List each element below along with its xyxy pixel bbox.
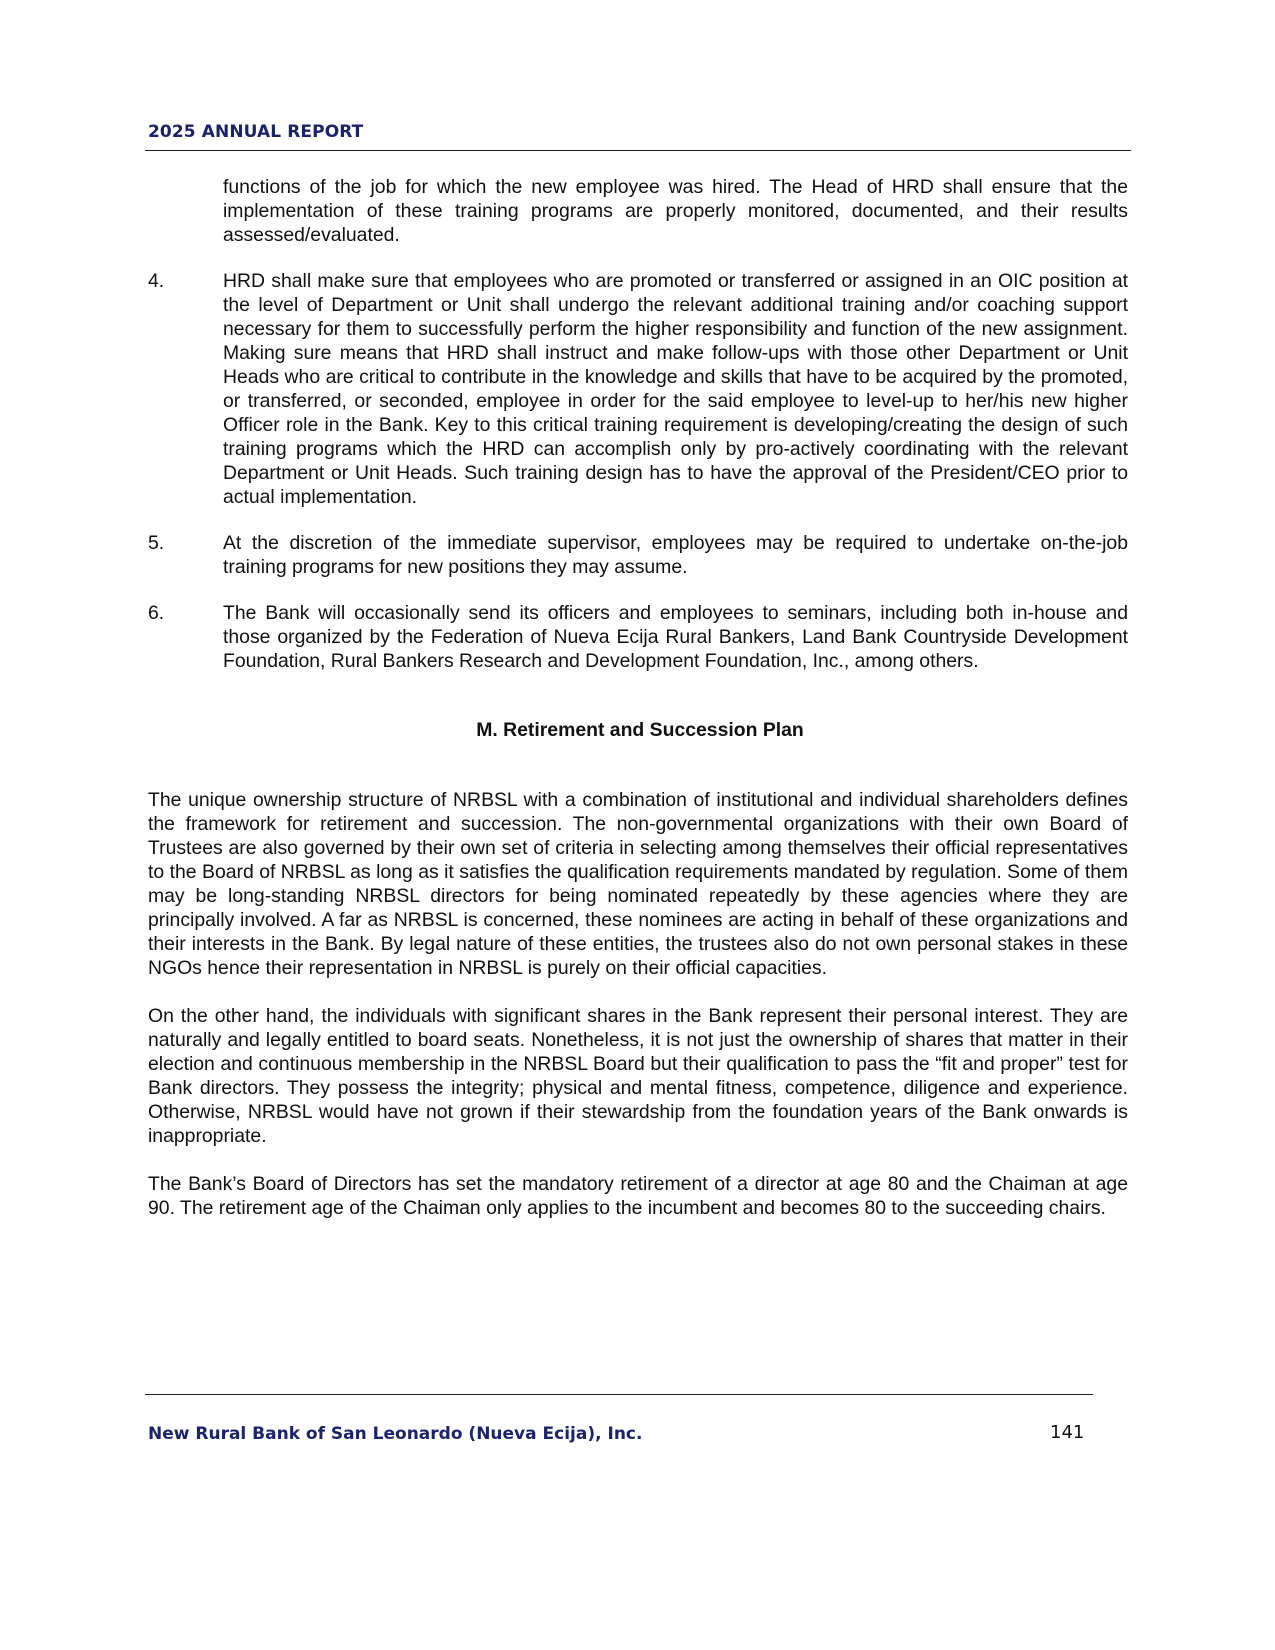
list-text: At the discretion of the immediate supervisor, employees may be required to undertake on-the-job training programs for new positions they may assume.	[223, 532, 1128, 578]
list-item-6	[148, 601, 1128, 673]
list-number: 6.	[148, 602, 165, 624]
list-text: The Bank will occasionally send its officers and employees to seminars, including both in-house and those organized by the Federation of Nueva Ecija Rural Bankers, Land Bank Countryside Development Foundation, Rural Bankers Research and Development Foundation, Inc., among others.	[223, 602, 1128, 672]
list-number: 4.	[148, 270, 165, 292]
continuation-paragraph: functions of the job for which the new employee was hired. The Head of HRD shall ensure that the implementation of these training programs are properly monitored, documented, and their results assessed/evaluated.	[223, 176, 1128, 246]
list-item-4	[148, 269, 1128, 509]
header-divider	[145, 150, 1131, 151]
section-heading: M. Retirement and Succession Plan	[476, 719, 804, 741]
list-number: 5.	[148, 532, 165, 554]
page-number: 141	[1050, 1422, 1085, 1443]
body-paragraph: The Bank’s Board of Directors has set the mandatory retirement of a director at age 80 and the Chaiman at age 90. The retirement age of the Chaiman only applies to the incumbent and becomes 80 to the succeeding chairs.	[148, 1173, 1128, 1219]
body-paragraph: On the other hand, the individuals with significant shares in the Bank represent their personal interest. They are naturally and legally entitled to board seats. Nonetheless, it is not just the ownership of shares that matter in their election and continuous membership in the NRBSL Board but their qualification to pass the “fit and proper” test for Bank directors. They possess the integrity; physical and mental fitness, competence, diligence and experience. Otherwise, NRBSL would have not grown if their stewardship from the foundation years of the Bank onwards is inappropriate.	[148, 1005, 1128, 1147]
footer-organization-name: New Rural Bank of San Leonardo (Nueva Ecija), Inc.	[148, 1424, 643, 1444]
body-paragraph: The unique ownership structure of NRBSL with a combination of institutional and individual shareholders defines the framework for retirement and succession. The non-governmental organizations with their own Board of Trustees are also governed by their own set of criteria in selecting among themselves their official representatives to the Board of NRBSL as long as it satisfies the qualification requirements mandated by regulation. Some of them may be long-standing NRBSL directors for being nominated repeatedly by these agencies where they are principally involved. A far as NRBSL is concerned, these nominees are acting in behalf of these organizations and their interests in the Bank. By legal nature of these entities, the trustees also do not own personal stakes in these NGOs hence their representation in NRBSL is purely on their official capacities.	[148, 789, 1128, 979]
report-header-title: 2025 ANNUAL REPORT	[148, 122, 364, 142]
page-content	[148, 175, 1128, 1239]
footer-divider	[145, 1394, 1093, 1395]
list-text: HRD shall make sure that employees who are promoted or transferred or assigned in an OIC position at the level of Department or Unit shall undergo the relevant additional training and/or coaching support necessary for them to successfully perform the higher responsibility and function of the new assignment. Making sure means that HRD shall instruct and make follow-ups with those other Department or Unit Heads who are critical to contribute in the knowledge and skills that have to be acquired by the promoted, or transferred, or seconded, employee in order for the said employee to level-up to her/his new higher Officer role in the Bank. Key to this critical training requirement is developing/creating the design of such training programs which the HRD can accomplish only by pro-actively coordinating with the relevant Department or Unit Heads. Such training design has to have the approval of the President/CEO prior to actual implementation.	[223, 270, 1128, 508]
list-item-5	[148, 531, 1128, 579]
